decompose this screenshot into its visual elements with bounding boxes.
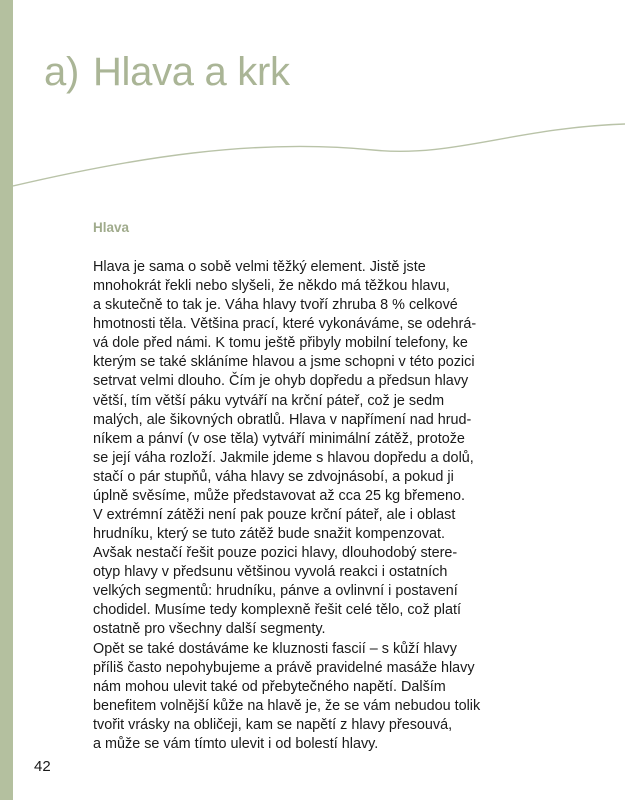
body-line: Hlava je sama o sobě velmi těžký element. Jistě jste [93, 259, 426, 275]
body-line: malých, ale šikovných obratlů. Hlava v napřímení nad hrud- [93, 411, 472, 428]
chapter-title-text: Hlava a krk [92, 50, 290, 94]
body-line: setrvat velmi dlouho. Čím je ohyb dopředu a předsun hlavy [93, 373, 469, 390]
body-line: Opět se také dostáváme ke kluznosti fascií – s kůží hlavy [93, 640, 457, 657]
body-line: hmotnosti těla. Většina prací, které vykonáváme, se odehrá- [93, 316, 477, 333]
body-line: V extrémní zátěži není pak pouze krční páteř, ale i oblast [93, 507, 456, 524]
body-line: kterým se také skláníme hlavou a jsme schopni v této pozici [93, 354, 475, 371]
section-heading: Hlava [93, 220, 130, 235]
decorative-wave-icon [13, 120, 625, 190]
body-line: stačí o pár stupňů, váha hlavy se zdvojnásobí, a pokud ji [93, 468, 454, 485]
body-line: a může se vám tímto ulevit i od bolestí hlavy. [93, 735, 379, 752]
chapter-title [44, 46, 290, 98]
body-line: větší, tím větší páku vytváří na krční páteř, což je sedm [93, 392, 445, 409]
body-line: Avšak nestačí řešit pouze pozici hlavy, dlouhodobý stere- [93, 545, 458, 562]
side-bar-decoration [0, 0, 13, 800]
body-line: hrudníku, který se tuto zátěž bude snažit kompenzovat. [93, 526, 445, 543]
wave-line [13, 124, 625, 186]
body-line: nám mohou ulevit také od přebytečného napětí. Dalším [93, 678, 446, 695]
body-line: a skutečně to tak je. Váha hlavy tvoří zhruba 8 % celkové [93, 297, 458, 314]
body-line: úplně svěsíme, může představovat až cca 25 kg břemeno. [93, 487, 465, 504]
body-line: vá dole před námi. K tomu ještě přibyly mobilní telefony, ke [93, 335, 468, 352]
body-line: se její váha rozloží. Jakmile jdeme s hlavou dopředu a dolů, [93, 449, 474, 466]
body-line: tvořit vrásky na obličeji, kam se napětí z hlavy přesouvá, [93, 716, 453, 733]
body-line: níkem a pánví (v ose těla) vytváří minimální zátěž, protože [93, 430, 465, 447]
body-line: chodidel. Musíme tedy komplexně řešit celé tělo, což platí [93, 602, 461, 619]
body-paragraph [93, 258, 533, 754]
body-line: ostatně pro všechny další segmenty. [93, 621, 326, 638]
page-number: 42 [34, 758, 51, 775]
body-line: příliš často nepohybujeme a právě pravidelné masáže hlavy [93, 659, 475, 676]
body-line: velkých segmentů: hrudníku, pánve a ovlinvní i postavení [93, 583, 458, 600]
body-line: benefitem volnější kůže na hlavě je, že se vám nebudou tolik [93, 697, 481, 714]
body-line: mnohokrát řekli nebo slyšeli, že někdo má těžkou hlavu, [93, 278, 450, 295]
body-line: otyp hlavy v předsunu většinou vyvolá reakci i ostatních [93, 564, 448, 581]
chapter-letter: a) [44, 50, 79, 94]
